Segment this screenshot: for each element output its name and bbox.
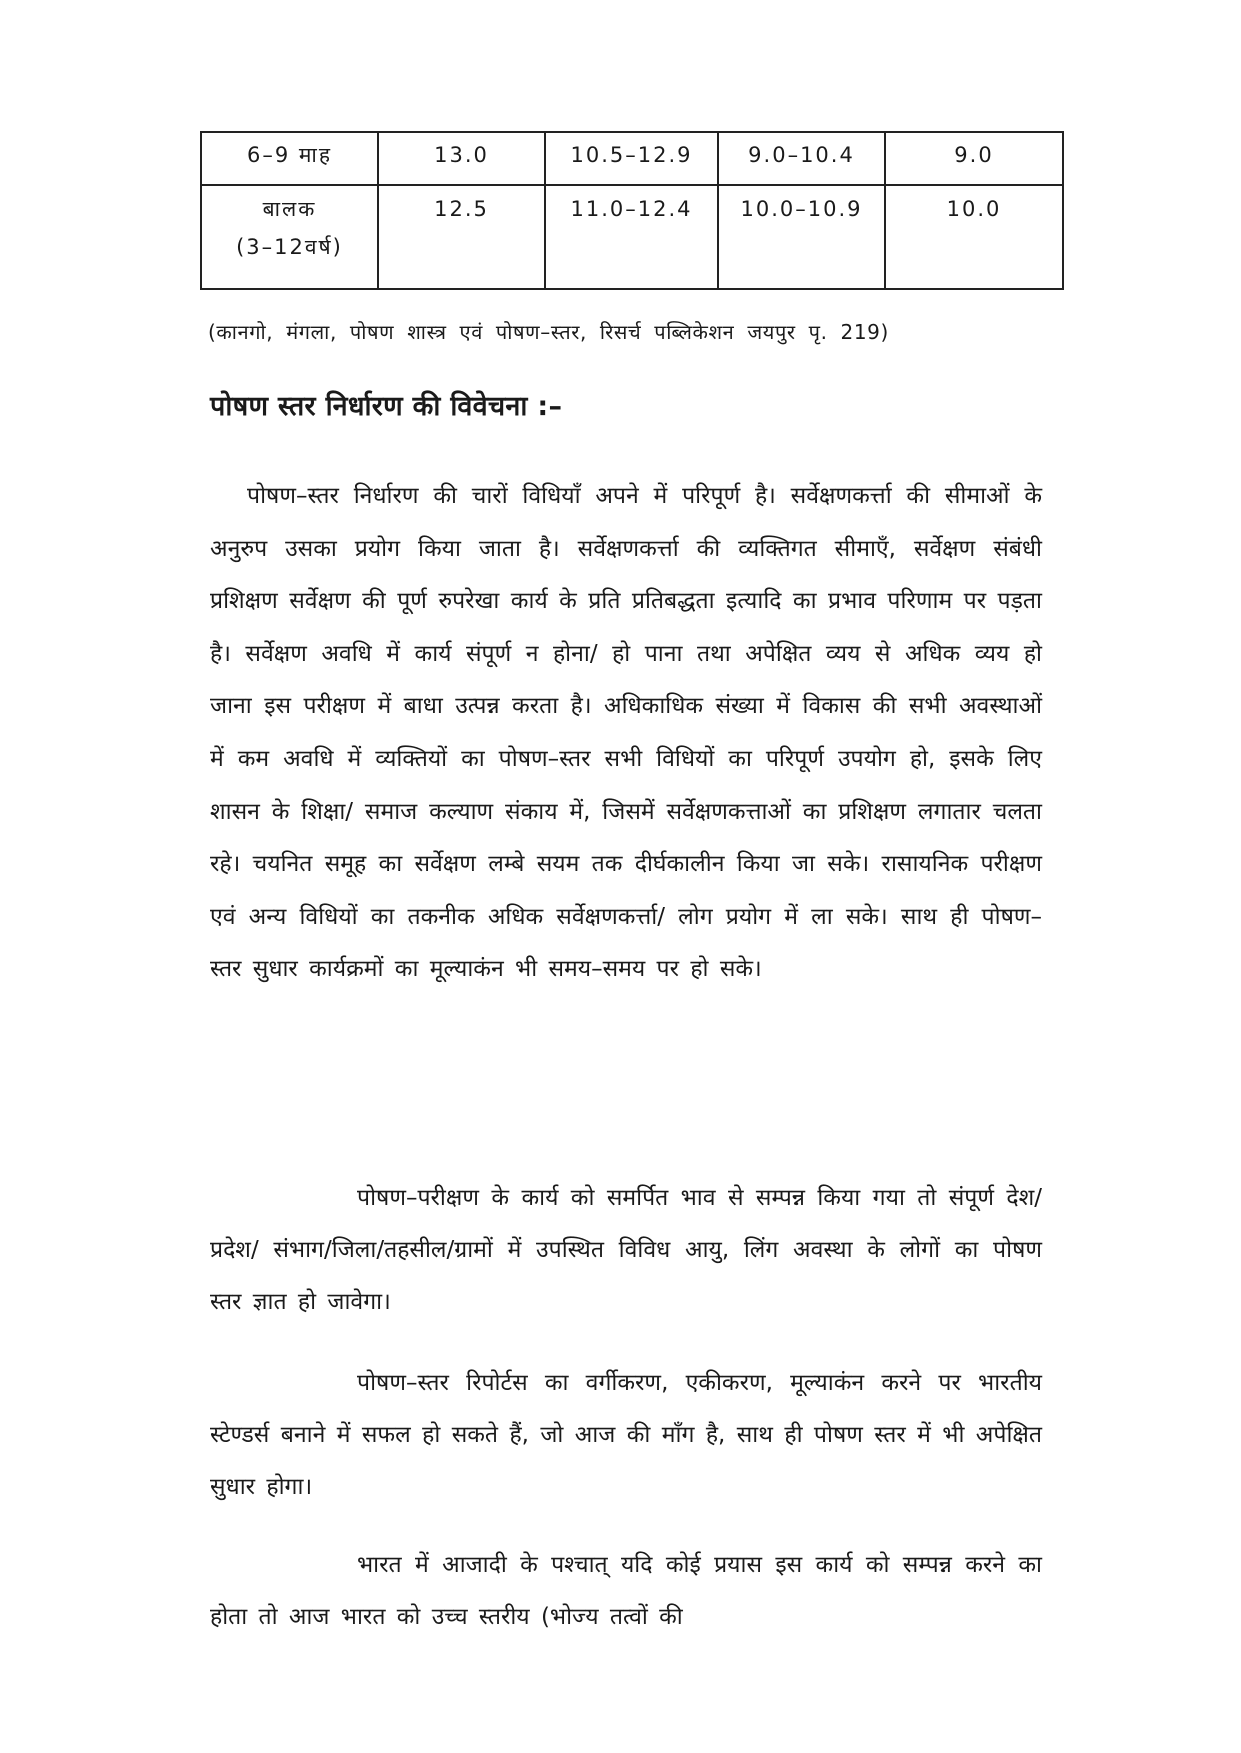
body-paragraph: पोषण–स्तर निर्धारण की चारों विधियाँ अपने में परिपूर्ण है। सर्वेक्षणकर्त्ता की सीमाओं के अनुरुप उसका प्रयोग किया जाता है। सर्वेक्षणकर्त्ता की व्यक्तिगत सीमाएँ, सर्वेक्षण संबंधी प्रशिक्षण सर्वेक्षण की पूर्ण रुपरेखा कार्य के प्रति प्रतिबद्धता इत्यादि का प्रभाव परिणाम पर पड़ता है। सर्वेक्षण अवधि में कार्य संपूर्ण न होना/ हो पाना तथा अपेक्षित व्यय से अधिक व्यय हो जाना इस परीक्षण में बाधा उत्पन्न करता है। अधिकाधिक संख्या में विकास की सभी अवस्थाओं में कम अवधि में व्यक्तियों का पोषण–स्तर सभी विधियों का परिपूर्ण उपयोग हो, इसके लिए शासन के शिक्षा/ समाज कल्याण संकाय में, जिसमें सर्वेक्षणकत्ताओं का प्रशिक्षण लगातार चलता रहे। चयनित समूह का सर्वेक्षण लम्बे सयम तक दीर्घकालीन किया जा सके। रासायनिक परीक्षण एवं अन्य विधियों का तकनीक अधिक सर्वेक्षणकर्त्ता/ लोग प्रयोग में ला सके। साथ ही पोषण–स्तर सुधार कार्यक्रमों का मूल्याकंन भी समय–समय पर हो सके।	[210, 483, 1042, 983]
table-cell: 10.5–12.9	[545, 132, 718, 185]
table-cell: 10.0	[885, 185, 1063, 289]
body-paragraph: पोषण–परीक्षण के कार्य को समर्पित भाव से सम्पन्न किया गया तो संपूर्ण देश/प्रदेश/ संभाग/जिला/तहसील/ग्रामों में उपस्थित विविध आयु, लिंग अवस्था के लोगों का पोषण स्तर ज्ञात हो जावेगा।	[210, 1185, 1042, 1315]
table-cell: 13.0	[378, 132, 545, 185]
table-cell-age-group	[201, 185, 378, 289]
table-cell: 12.5	[378, 185, 545, 289]
table-cell: 9.0–10.4	[718, 132, 885, 185]
age-group-range: (3–12वर्ष)	[236, 235, 343, 259]
body-paragraph: पोषण–स्तर रिपोर्टस का वर्गीकरण, एकीकरण, मूल्याकंन करने पर भारतीय स्टेण्डर्स बनाने में सफल हो सकते हैं, जो आज की माँग है, साथ ही पोषण स्तर में भी अपेक्षित सुधार होगा।	[210, 1370, 1042, 1500]
table-row	[201, 132, 1063, 185]
table-cell-age-group: 6–9 माह	[201, 132, 378, 185]
nutrition-table	[200, 131, 1064, 290]
age-group-label: बालक	[262, 197, 317, 221]
table-cell: 10.0–10.9	[718, 185, 885, 289]
source-citation: (कानगो, मंगला, पोषण शास्त्र एवं पोषण–स्तर, रिसर्च पब्लिकेशन जयपुर पृ. 219)	[208, 320, 889, 344]
table-cell: 11.0–12.4	[545, 185, 718, 289]
body-paragraph: भारत में आजादी के पश्चात् यदि कोई प्रयास इस कार्य को सम्पन्न करने का होता तो आज भारत को उच्च स्तरीय (भोज्य तत्वों की	[210, 1552, 1042, 1630]
section-heading: पोषण स्तर निर्धारण की विवेचना :–	[210, 391, 563, 422]
table-cell: 9.0	[885, 132, 1063, 185]
table-row	[201, 185, 1063, 289]
